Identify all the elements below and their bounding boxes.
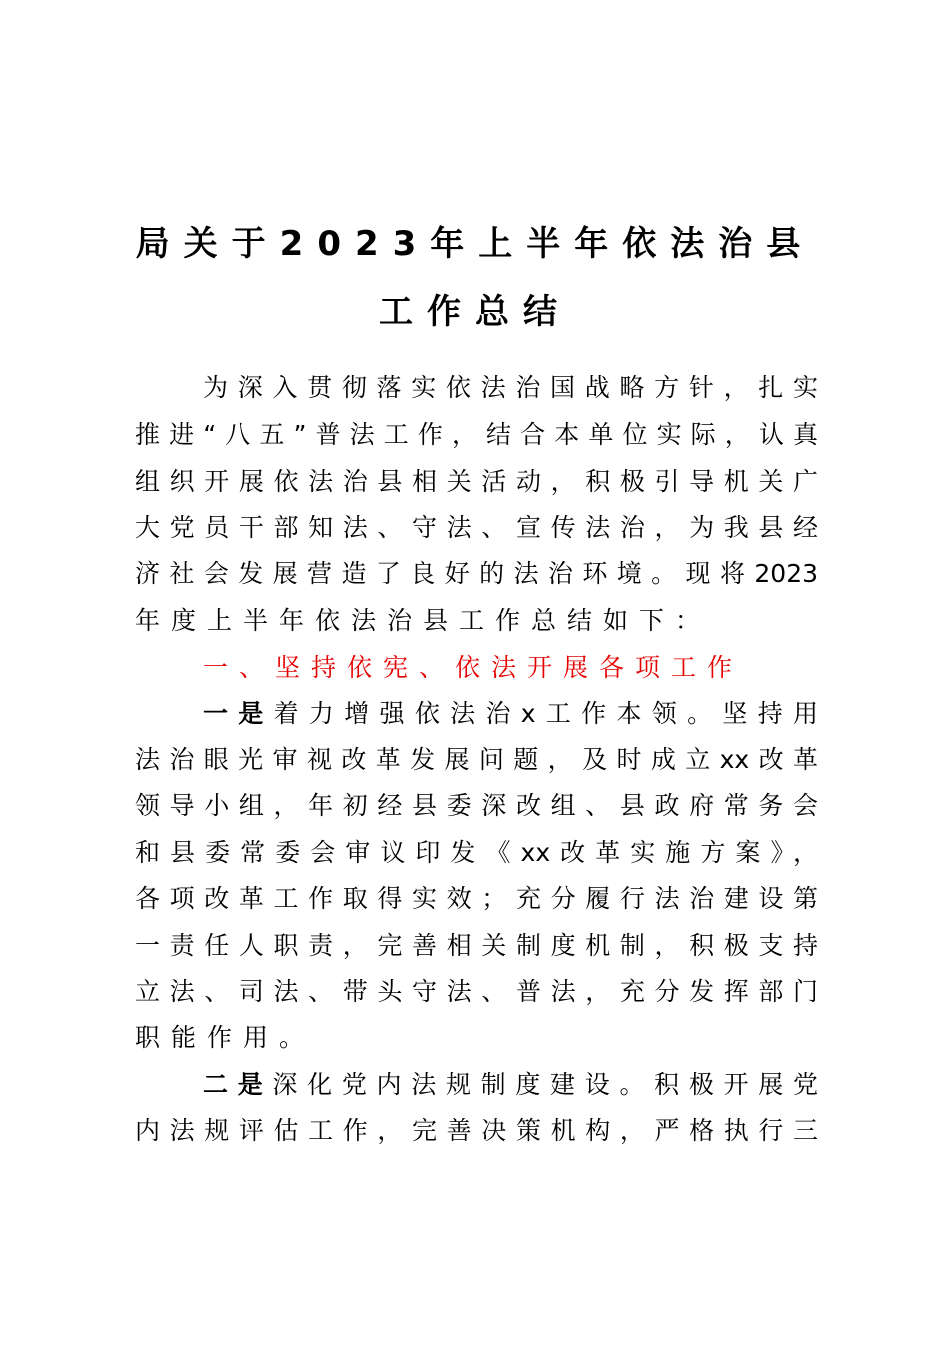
para2-lead: 二是 [203,1070,273,1099]
intro-line-6: 年度上半年依法治县工作总结如下： [135,606,712,635]
para1-line-1 [203,697,818,731]
para1-line-4: 和县委常委会审议印发《xx改革实施方案》， [135,838,818,867]
para2-line-1 [203,1068,818,1102]
para2-line-2: 内法规评估工作，完善决策机构，严格执行三 [135,1116,818,1145]
document-title-line-1: 局关于2023年上半年依法治县 [135,224,815,264]
intro-line-4: 大党员干部知法、守法、宣传法治，为我县经 [135,513,818,542]
para1-lead: 一是 [203,699,274,728]
para1-line-5: 各项改革工作取得实效；充分履行法治建设第 [135,884,818,913]
para1-first-line-text: 着力增强依法治x工作本领。坚持用 [273,699,818,728]
section-heading-1: 一、坚持依宪、依法开展各项工作 [203,653,744,682]
para1-line-6: 一责任人职责，完善相关制度机制，积极支持 [135,931,818,960]
para2-first-line-text: 深化党内法规制度建设。积极开展党 [272,1070,818,1099]
para1-line-7: 立法、司法、带头守法、普法，充分发挥部门 [135,977,818,1006]
para1-line-8: 职能作用。 [135,1023,316,1052]
para1-line-3: 领导小组，年初经县委深改组、县政府常务会 [135,791,818,820]
intro-line-5: 济社会发展营造了良好的法治环境。现将2023 [135,559,818,588]
para1-line-2: 法治眼光审视改革发展问题，及时成立xx改革 [135,745,818,774]
intro-line-3: 组织开展依法治县相关活动，积极引导机关广 [135,467,818,496]
intro-line-2: 推进“八五”普法工作，结合本单位实际，认真 [135,420,818,449]
document-title-line-2: 工作总结 [379,292,571,332]
intro-line-1: 为深入贯彻落实依法治国战略方针，扎实 [203,373,818,402]
